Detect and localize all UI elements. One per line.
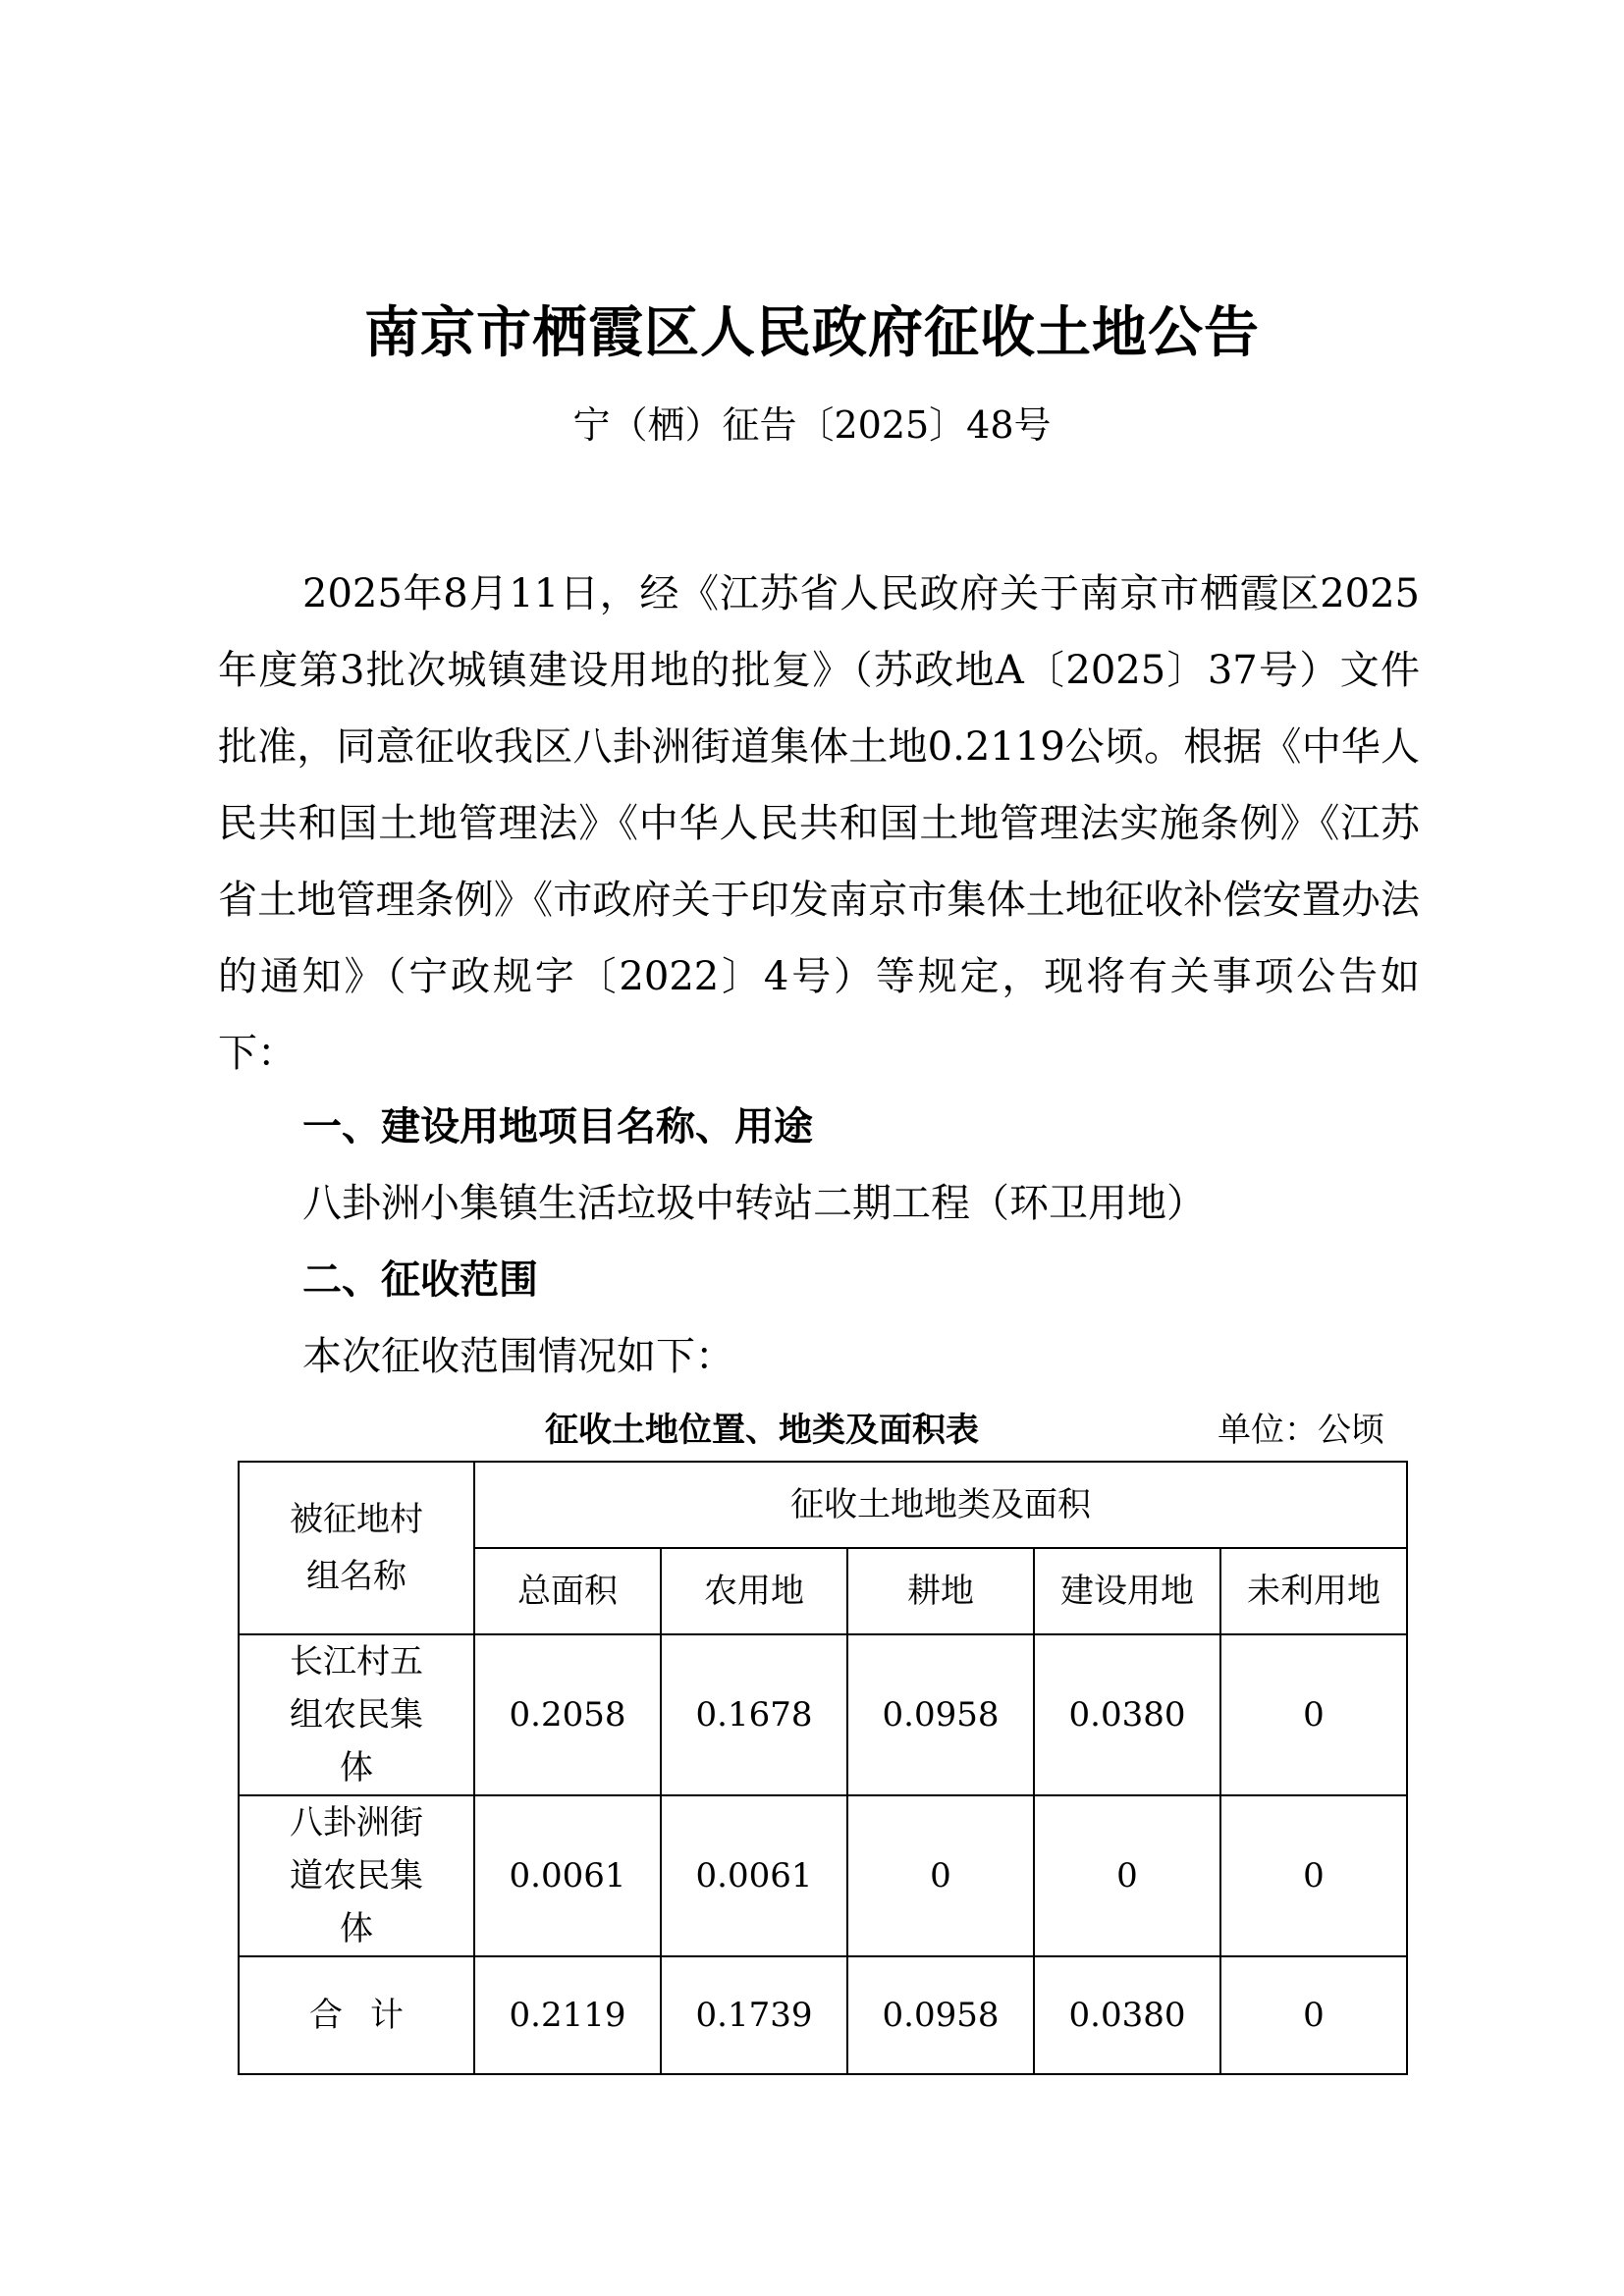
table-caption: 征收土地位置、地类及面积表	[545, 1411, 979, 1450]
intro-paragraph: 2025年8月11日，经《江苏省人民政府关于南京市栖霞区2025年度第3批次城镇建设用地的批复》（苏政地A〔2025〕37号）文件批准，同意征收我区八卦洲街道集体土地0.2119公顷。根据《中华人民共和国土地管理法》《中华人民共和国土地管理法实施条例》《江苏省土地管理条例》《市政府关于印发南京市集体土地征收补偿安置办法的通知》（宁政规字〔2022〕4号）等规定，现将有关事项公告如下：	[218, 571, 1420, 1076]
header-construction-land: 建设用地	[1034, 1548, 1220, 1634]
cell-agricultural-land: 0.1678	[661, 1634, 847, 1795]
cell-cultivated-land: 0.0958	[847, 1634, 1034, 1795]
row-name: 长江村五组农民集体	[239, 1634, 474, 1795]
section1-text: 八卦洲小集镇生活垃圾中转站二期工程（环卫用地）	[302, 1181, 1206, 1226]
cell-construction-land: 0.0380	[1034, 1634, 1220, 1795]
table-header-row	[239, 1462, 1407, 1548]
cell-construction-land: 0	[1034, 1795, 1220, 1956]
cell-agricultural-land: 0.1739	[661, 1956, 847, 2074]
header-total-area: 总面积	[474, 1548, 661, 1634]
cell-cultivated-land: 0	[847, 1795, 1034, 1956]
row-name: 八卦洲街道农民集体	[239, 1795, 474, 1956]
cell-construction-land: 0.0380	[1034, 1956, 1220, 2074]
table-row-total	[239, 1956, 1407, 2074]
cell-total-area: 0.2058	[474, 1634, 661, 1795]
header-land-type-area: 征收土地地类及面积	[474, 1462, 1407, 1548]
cell-unused-land: 0	[1220, 1956, 1407, 2074]
cell-total-area: 0.2119	[474, 1956, 661, 2074]
document-number: 宁（栖）征告〔2025〕48号	[572, 403, 1052, 447]
cell-total-area: 0.0061	[474, 1795, 661, 1956]
header-unused-land: 未利用地	[1220, 1548, 1407, 1634]
section2-text: 本次征收范围情况如下：	[302, 1334, 734, 1379]
cell-unused-land: 0	[1220, 1634, 1407, 1795]
header-village-group: 被征地村组名称	[239, 1462, 474, 1634]
section2-heading: 二、征收范围	[302, 1257, 538, 1303]
section1-heading: 一、建设用地项目名称、用途	[302, 1104, 813, 1149]
cell-cultivated-land: 0.0958	[847, 1956, 1034, 2074]
land-table	[238, 1461, 1408, 2075]
table-row	[239, 1795, 1407, 1956]
document-title: 南京市栖霞区人民政府征收土地公告	[364, 301, 1260, 365]
table-unit: 单位：公顷	[1218, 1411, 1384, 1450]
header-cultivated-land: 耕地	[847, 1548, 1034, 1634]
table-row	[239, 1634, 1407, 1795]
cell-unused-land: 0	[1220, 1795, 1407, 1956]
header-agricultural-land: 农用地	[661, 1548, 847, 1634]
cell-agricultural-land: 0.0061	[661, 1795, 847, 1956]
row-name-total: 合计	[239, 1956, 474, 2074]
